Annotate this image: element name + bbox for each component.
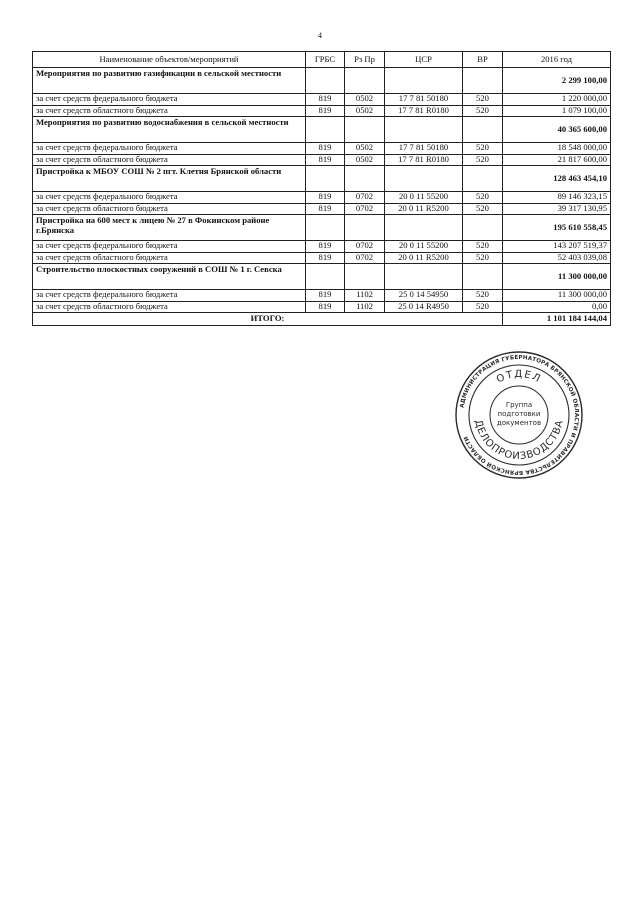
row-amount: 52 403 039,08: [503, 252, 611, 264]
col-header-name: Наименование объектов/мероприятий: [33, 52, 306, 68]
row-grbs: 819: [306, 94, 345, 106]
row-amount: 11 300 000,00: [503, 290, 611, 302]
row-amount: 21 817 600,00: [503, 154, 611, 166]
section-total: 40 365 600,00: [503, 117, 611, 143]
total-label: ИТОГО:: [33, 313, 503, 326]
col-header-rzpr: Рз Пр: [345, 52, 385, 68]
col-header-grbs: ГРБС: [306, 52, 345, 68]
row-rzpr: 0502: [345, 94, 385, 106]
row-name: за счет средств федерального бюджета: [33, 241, 306, 253]
row-vr: 520: [463, 154, 503, 166]
row-csr: 20 0 11 R5200: [385, 203, 463, 215]
row-grbs: 819: [306, 290, 345, 302]
table-row: [33, 252, 611, 264]
row-grbs: 819: [306, 241, 345, 253]
total-row: [33, 313, 611, 326]
row-rzpr: 0502: [345, 143, 385, 155]
row-csr: 20 0 11 R5200: [385, 252, 463, 264]
row-amount: 1 220 000,00: [503, 94, 611, 106]
row-amount: 18 548 000,00: [503, 143, 611, 155]
header-row: [33, 52, 611, 68]
col-header-csr: ЦСР: [385, 52, 463, 68]
section-row: [33, 117, 611, 143]
section-title: Строительство плоскостных сооружений в СОШ № 1 г. Севска: [33, 264, 306, 290]
row-name: за счет средств областного бюджета: [33, 105, 306, 117]
row-name: за счет средств федерального бюджета: [33, 192, 306, 204]
table-row: [33, 143, 611, 155]
row-amount: 0,00: [503, 301, 611, 313]
section-row: [33, 264, 611, 290]
row-vr: 520: [463, 241, 503, 253]
row-rzpr: 1102: [345, 290, 385, 302]
table-row: [33, 192, 611, 204]
row-vr: 520: [463, 252, 503, 264]
section-title: Мероприятия по развитию водоснабжения в сельской местности: [33, 117, 306, 143]
section-title: Пристройка на 600 мест к лицею № 27 в Фокинском районе г.Брянска: [33, 215, 306, 241]
col-header-vr: ВР: [463, 52, 503, 68]
stamp-ring-top-text: ОТДЕЛ: [494, 368, 544, 386]
section-title: Пристройка к МБОУ СОШ № 2 пгт. Клетня Брянской области: [33, 166, 306, 192]
row-grbs: 819: [306, 301, 345, 313]
row-grbs: 819: [306, 192, 345, 204]
row-grbs: 819: [306, 203, 345, 215]
row-rzpr: 0702: [345, 252, 385, 264]
row-name: за счет средств областного бюджета: [33, 252, 306, 264]
row-vr: 520: [463, 94, 503, 106]
row-name: за счет средств федерального бюджета: [33, 290, 306, 302]
row-vr: 520: [463, 290, 503, 302]
row-grbs: 819: [306, 143, 345, 155]
budget-table: [32, 51, 611, 326]
row-grbs: 819: [306, 105, 345, 117]
table-row: [33, 203, 611, 215]
row-name: за счет средств областного бюджета: [33, 154, 306, 166]
section-total: 128 463 454,10: [503, 166, 611, 192]
svg-text:ОТДЕЛ: [495, 369, 543, 385]
row-vr: 520: [463, 192, 503, 204]
total-amount: 1 101 184 144,04: [503, 313, 611, 326]
row-rzpr: 0502: [345, 105, 385, 117]
section-row: [33, 68, 611, 94]
table-row: [33, 154, 611, 166]
row-amount: 89 146 323,15: [503, 192, 611, 204]
section-total: 2 299 100,00: [503, 68, 611, 94]
row-csr: 17 7 81 50180: [385, 94, 463, 106]
official-stamp: [454, 350, 584, 480]
row-csr: 25 0 14 R4950: [385, 301, 463, 313]
row-rzpr: 0702: [345, 203, 385, 215]
row-rzpr: 1102: [345, 301, 385, 313]
row-name: за счет средств областного бюджета: [33, 301, 306, 313]
section-total: 11 300 000,00: [503, 264, 611, 290]
stamp-center-line: Группа: [505, 401, 533, 409]
row-amount: 143 207 519,37: [503, 241, 611, 253]
row-vr: 520: [463, 203, 503, 215]
page-number: 4: [318, 31, 322, 40]
table-row: [33, 105, 611, 117]
row-name: за счет средств федерального бюджета: [33, 143, 306, 155]
row-csr: 17 7 81 R0180: [385, 154, 463, 166]
row-rzpr: 0702: [345, 241, 385, 253]
table-row: [33, 301, 611, 313]
section-row: [33, 215, 611, 241]
section-row: [33, 166, 611, 192]
table-row: [33, 241, 611, 253]
row-csr: 25 0 14 54950: [385, 290, 463, 302]
row-csr: 17 7 81 R0180: [385, 105, 463, 117]
row-vr: 520: [463, 143, 503, 155]
row-vr: 520: [463, 105, 503, 117]
section-title: Мероприятия по развитию газификации в сельской местности: [33, 68, 306, 94]
stamp-center-line: подготовки: [497, 410, 541, 418]
row-csr: 20 0 11 55200: [385, 192, 463, 204]
row-rzpr: 0702: [345, 192, 385, 204]
section-total: 195 610 558,45: [503, 215, 611, 241]
row-name: за счет средств федерального бюджета: [33, 94, 306, 106]
row-name: за счет средств областного бюджета: [33, 203, 306, 215]
row-grbs: 819: [306, 252, 345, 264]
row-csr: 20 0 11 55200: [385, 241, 463, 253]
row-amount: 1 079 100,00: [503, 105, 611, 117]
table-row: [33, 94, 611, 106]
row-rzpr: 0502: [345, 154, 385, 166]
row-vr: 520: [463, 301, 503, 313]
row-grbs: 819: [306, 154, 345, 166]
row-amount: 39 317 130,95: [503, 203, 611, 215]
stamp-ring-bottom-text: ДЕЛОПРОИЗВОДСТВА: [472, 418, 566, 463]
row-csr: 17 7 81 50180: [385, 143, 463, 155]
table-row: [33, 290, 611, 302]
stamp-outer-text: АДМИНИСТРАЦИЯ ГУБЕРНАТОРА БРЯНСКОЙ ОБЛАСТИ И ПРАВИТЕЛЬСТВА БРЯНСКОЙ ОБЛАСТИ: [459, 354, 580, 476]
col-header-year: 2016 год: [503, 52, 611, 68]
stamp-center-line: документов: [496, 419, 542, 427]
